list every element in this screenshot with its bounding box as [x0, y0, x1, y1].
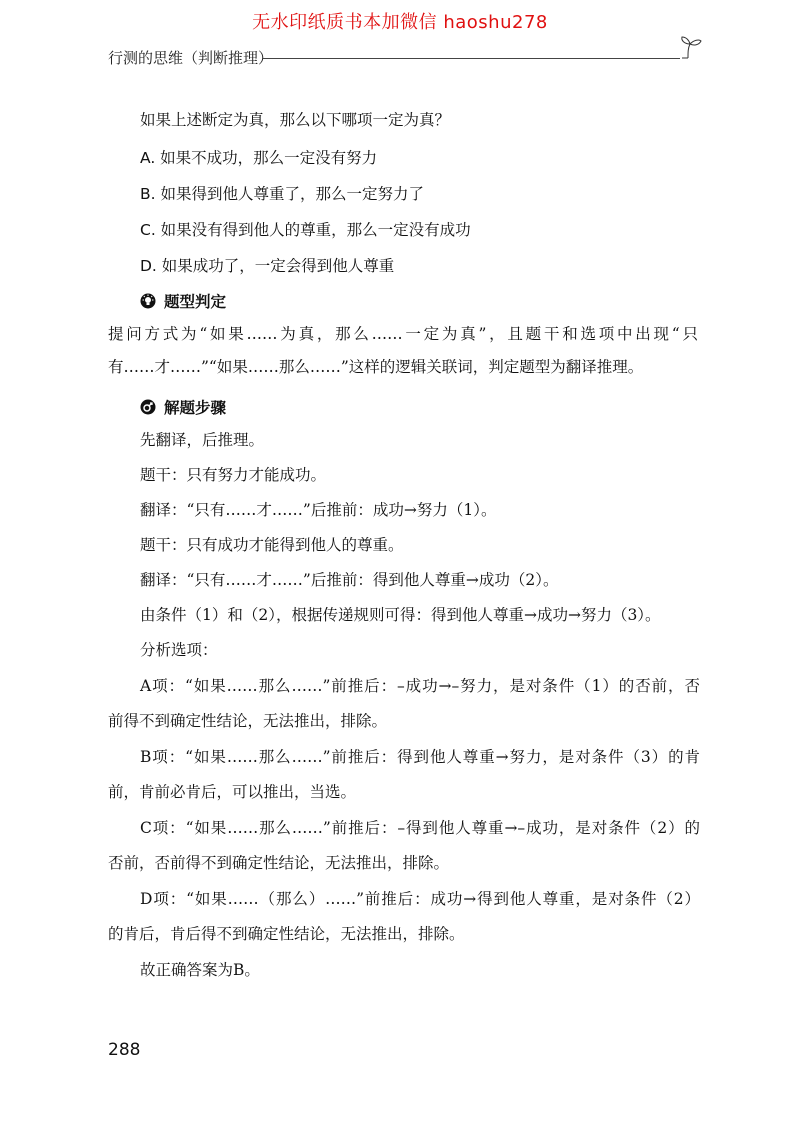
bulb-icon	[140, 293, 156, 309]
option-c: C. 如果没有得到他人的尊重，那么一定没有成功	[140, 221, 471, 239]
analysis-c-line2: 否前，否前得不到确定性结论，无法推出，排除。	[108, 854, 450, 872]
step-line: 翻译：“只有……才……”后推前：得到他人尊重→成功（2）。	[140, 571, 559, 589]
analysis-d-line1: D项：“如果……（那么）……”前推后：成功→得到他人尊重，是对条件（2）	[140, 890, 700, 908]
analysis-c-line1: C项：“如果……那么……”前推后：–得到他人尊重→–成功，是对条件（2）的	[140, 819, 700, 837]
header-rule	[262, 58, 680, 59]
step-line: 题干：只有努力才能成功。	[140, 466, 327, 484]
analysis-b-line2: 前，肯前必肯后，可以推出，当选。	[108, 783, 357, 801]
option-d: D. 如果成功了，一定会得到他人尊重	[140, 257, 395, 275]
paragraph-line: 提问方式为“如果……为真，那么……一定为真”，且题干和选项中出现“只	[108, 325, 698, 343]
step-line: 分析选项：	[140, 641, 218, 659]
analysis-a-line2: 前得不到确定性结论，无法推出，排除。	[108, 712, 388, 730]
option-b: B. 如果得到他人尊重了，那么一定努力了	[140, 185, 424, 203]
step-line: 先翻译，后推理。	[140, 431, 265, 449]
running-head: 行测的思维（判断推理）	[108, 49, 274, 67]
sprout-icon	[678, 34, 704, 62]
answer-line: 故正确答案为B。	[140, 961, 260, 979]
option-a: A. 如果不成功，那么一定没有努力	[140, 149, 378, 167]
analysis-d-line2: 的肯后，肯后得不到确定性结论，无法推出，排除。	[108, 925, 465, 943]
steps-icon	[140, 399, 156, 415]
paragraph-line: 有……才……”“如果……那么……”这样的逻辑关联词，判定题型为翻译推理。	[108, 358, 644, 376]
section-title-steps	[140, 396, 226, 418]
page-number: 288	[108, 1040, 141, 1060]
section-title-type	[140, 290, 226, 312]
section-title-type-label: 题型判定	[164, 293, 227, 311]
watermark-text: 无水印纸质书本加微信 haoshu278	[252, 12, 548, 33]
step-line: 题干：只有成功才能得到他人的尊重。	[140, 536, 404, 554]
question-text: 如果上述断定为真，那么以下哪项一定为真？	[140, 111, 451, 129]
analysis-a-line1: A项：“如果……那么……”前推后：–成功→–努力，是对条件（1）的否前，否	[140, 677, 700, 695]
step-line: 翻译：“只有……才……”后推前：成功→努力（1）。	[140, 501, 497, 519]
step-line: 由条件（1）和（2），根据传递规则可得：得到他人尊重→成功→努力（3）。	[140, 606, 661, 624]
section-title-steps-label: 解题步骤	[164, 399, 227, 417]
analysis-b-line1: B项：“如果……那么……”前推后：得到他人尊重→努力，是对条件（3）的肯	[140, 748, 700, 766]
